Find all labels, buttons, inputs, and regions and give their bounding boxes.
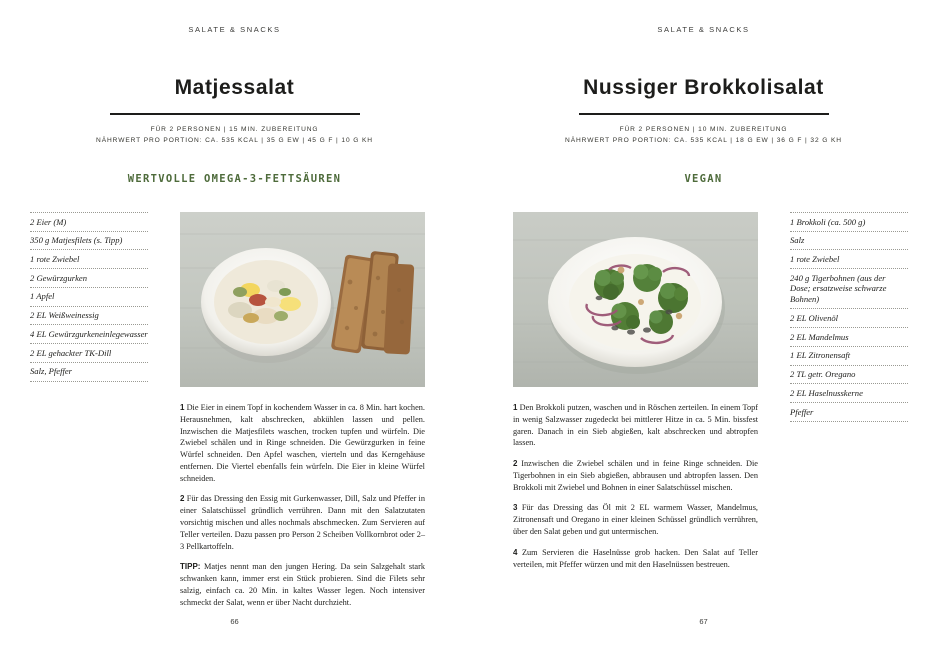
- list-item: 2 EL Olivenöl: [790, 309, 908, 328]
- list-item: Salz: [790, 232, 908, 251]
- list-item: Pfeffer: [790, 403, 908, 422]
- list-item: 2 Eier (M): [30, 212, 148, 232]
- step-text: Für das Dressing den Essig mit Gurkenwasser, Dill, Salz und Pfeffer in einer Salatschüssel gründlich verrühren. Dann mit den Salatzutaten vorsichtig mischen und alles nochmals abschmecken. Zum Servieren auf Teller verteilen. Dazu passen pro Person 2 Scheiben Vollkornbrot oder 2–3 Pellkartoffeln.: [180, 494, 425, 551]
- step-number: 1: [513, 403, 518, 412]
- tip-label: TIPP:: [180, 562, 201, 572]
- list-item: 240 g Tigerbohnen (aus der Dose; ersatzweise schwarze Bohnen): [790, 269, 908, 309]
- page-number-right: 67: [699, 617, 708, 626]
- page-number-left: 66: [230, 617, 239, 626]
- list-item: 2 EL Haselnusskerne: [790, 384, 908, 403]
- tip-text: Matjes nennt man den jungen Hering. Da sein Salzgehalt stark schwanken kann, immer erst ein Stück probieren. Sind die Filets sehr salzig, einfach ca. 20 Min. in kaltes Wasser legen. Noch intensiver schmeckt der Salat, wenn er über Nacht durchzieht.: [180, 562, 425, 607]
- title-rule-right: [579, 113, 829, 115]
- list-item: 1 rote Zwiebel: [790, 250, 908, 269]
- matjessalat-photo-illustration: [180, 212, 425, 387]
- step-number: 2: [180, 494, 185, 504]
- list-item: Salz, Pfeffer: [30, 363, 148, 382]
- meta-servings-time-left: FÜR 2 PERSONEN | 15 MIN. ZUBEREITUNG: [150, 126, 319, 133]
- tip-block-left: [180, 561, 425, 608]
- list-item: 1 EL Zitronensaft: [790, 347, 908, 366]
- step-number: 1: [180, 403, 185, 412]
- step-item: [513, 458, 758, 493]
- running-head-left: SALATE & SNACKS: [188, 25, 281, 34]
- recipe-photo-left: [180, 212, 425, 387]
- step-item: [180, 402, 425, 484]
- recipe-meta-left: [0, 125, 469, 147]
- title-rule-left: [110, 113, 360, 115]
- list-item: 2 EL Weißweinessig: [30, 307, 148, 326]
- list-item: 1 rote Zwiebel: [30, 250, 148, 269]
- title-block-left: [0, 76, 469, 185]
- step-text: Die Eier in einem Topf in kochendem Wasser in ca. 8 Min. hart kochen. Herausnehmen, kalt abschrecken, abkühlen lassen und pellen. Inzwischen die Matjesfilets waschen, trocken tupfen und würfeln. Die Zwiebel schälen und in Ringe schneiden. Die Gewürzgurken in feine Würfel schneiden. Den Apfel waschen, vierteln und das Kerngehäuse entfernen. Die Viertel ebenfalls fein würfeln. Die Eier in kleine Würfel schneiden.: [180, 403, 425, 483]
- list-item: 2 EL gehackter TK-Dill: [30, 344, 148, 363]
- list-item: 2 EL Mandelmus: [790, 328, 908, 347]
- title-block-right: [469, 76, 938, 185]
- instruction-steps-right: [513, 402, 758, 579]
- list-item: 1 Brokkoli (ca. 500 g): [790, 212, 908, 232]
- page-title-left: Matjessalat: [174, 76, 295, 99]
- step-text: Den Brokkoli putzen, waschen und in Röschen zerteilen. In einem Topf in wenig Salzwasser zugedeckt bei mittlerer Hitze in ca. 5 Min. bissfest garen. Danach in ein Sieb abgießen, kalt abschrecken und abtropfen lassen.: [513, 403, 758, 448]
- running-head-right: SALATE & SNACKS: [657, 25, 750, 34]
- meta-nutrition-left: NÄHRWERT PRO PORTION: CA. 535 KCAL | 35 G EW | 45 G F | 10 G KH: [96, 136, 373, 144]
- step-text: Zum Servieren die Haselnüsse grob hacken. Den Salat auf Teller verteilen, mit Pfeffer würzen und mit den Haselnüssen bestreuen.: [513, 547, 759, 569]
- meta-servings-time-right: FÜR 2 PERSONEN | 10 MIN. ZUBEREITUNG: [619, 126, 788, 133]
- ingredient-list-right: [790, 212, 908, 422]
- meta-nutrition-right: NÄHRWERT PRO PORTION: CA. 535 KCAL | 18 G EW | 36 G F | 32 G KH: [565, 136, 842, 144]
- step-number: 3: [513, 503, 518, 513]
- step-item: [513, 402, 758, 449]
- instruction-steps-left: [180, 402, 425, 618]
- list-item: 2 TL getr. Oregano: [790, 366, 908, 385]
- step-item: [513, 502, 758, 537]
- step-item: [180, 493, 425, 552]
- list-item: 350 g Matjesfilets (s. Tipp): [30, 232, 148, 251]
- list-item: 4 EL Gewürzgurkeneinlegewasser: [30, 325, 148, 344]
- step-number: 4: [513, 547, 518, 557]
- recipe-tagline-right: VEGAN: [684, 172, 723, 185]
- recipe-meta-right: [469, 125, 938, 147]
- step-text: Inzwischen die Zwiebel schälen und in feine Ringe schneiden. Die Tigerbohnen in ein Sieb abgießen, abbrausen und abtropfen lassen. Den Brokkoli mit Zwiebel und Bohnen in einer Salatschüssel mischen.: [513, 459, 758, 492]
- recipe-tagline-left: WERTVOLLE OMEGA-3-FETTSÄUREN: [127, 172, 342, 185]
- page-title-right: Nussiger Brokkolisalat: [583, 76, 824, 99]
- step-item: [513, 547, 758, 571]
- step-text: Für das Dressing das Öl mit 2 EL warmem Wasser, Mandelmus, Zitronensaft und Oregano in einer kleinen Schüssel gründlich verrühren, über den Salat geben und gut untermischen.: [513, 503, 758, 537]
- recipe-photo-right: [513, 212, 758, 387]
- list-item: 1 Apfel: [30, 288, 148, 307]
- step-number: 2: [513, 459, 518, 469]
- ingredient-list-left: [30, 212, 148, 382]
- page-right: [469, 0, 938, 648]
- list-item: 2 Gewürzgurken: [30, 269, 148, 288]
- brokkolisalat-photo-illustration: [513, 212, 758, 387]
